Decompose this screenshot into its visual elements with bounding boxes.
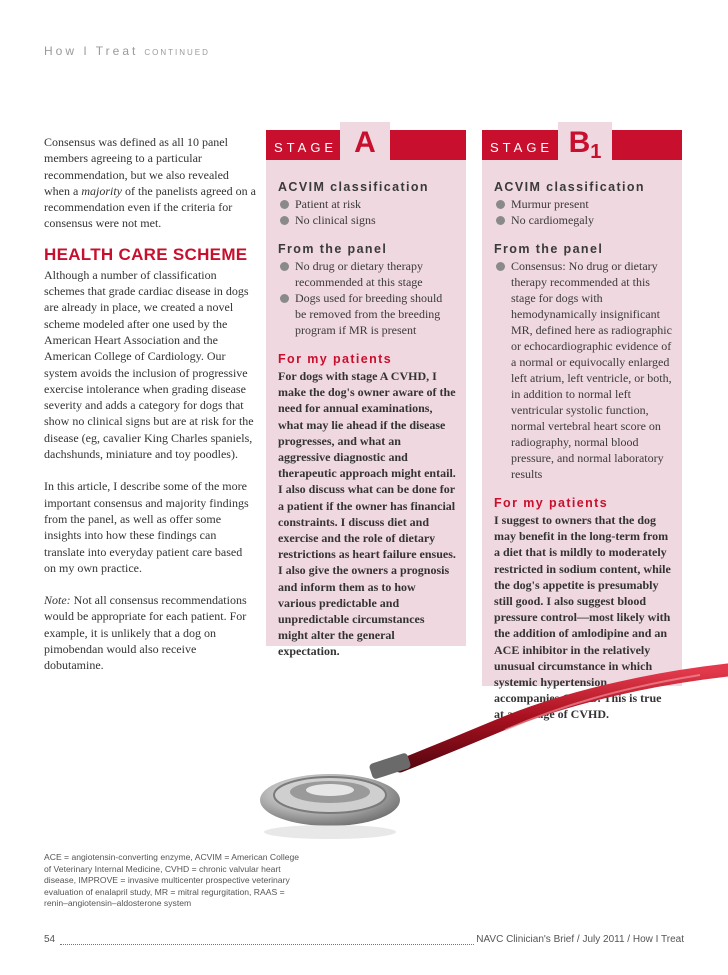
running-header [44,44,210,58]
stage-a-acvim-list [278,196,456,228]
list-item: Dogs used for breeding should be removed from the breeding program if MR is present [278,290,456,338]
abbreviations-footnote: ACE = angiotensin-converting enzyme, ACVIM = American College of Veterinary Internal Medicine, CVHD = chronic valvular heart disease, IMPROVE = invasive multicenter prospective veterinary evaluation of enalapril study, MR = mitral regurgitation, RAAS = renin–angiotensin–aldosterone system [44,852,300,909]
stage-b1-subscript: 1 [590,141,602,163]
stage-b1-panel [482,126,682,722]
list-item: Patient at risk [278,196,456,212]
publication-source: NAVC Clinician's Brief / July 2011 / How I Treat [476,934,684,945]
list-item: Consensus: No drug or dietary therapy recommended at this stage for dogs with hemodynamically insignificant MR, defined here as radiographic or echocardiographic evidence of a normal or equivocally enlarged left atrium, left ventricle, or both, in addition to normal left ventricular systolic function, normal vertebral heart score on radiography, normal blood pressure, and normal laboratory results [494,258,672,482]
page-footer [44,934,684,948]
stage-b1-letter: $B_1$ [558,122,612,164]
page-number: 54 [44,934,56,945]
stage-b1-panel-heading: From the panel [494,242,604,256]
majority-emphasis: majority [81,183,122,198]
stethoscope-image [0,640,728,840]
article-paragraph: In this article, I describe some of the more important consensus and majority findings from the panel, as well as offer some insights into how these findings can translate into everyday patient care based on my own practice. [44,479,249,575]
stage-b1-header [482,126,682,163]
stage-a-letter: A [340,122,390,164]
scheme-paragraph: Although a number of classification schemes that grade cardiac disease in dogs are already in place, we created a novel scheme modeled after one used by the American Heart Association and the American College of Cardiology. Our system avoids the inclusion of progressive exercise intolerance when grading disease severity and adds a category for dogs that show no clinical signs but are at risk for the disease (eg, cavalier King Charles spaniels, dachshunds, miniature and toy poodles). [44,267,254,462]
stage-b1-acvim-heading: ACVIM classification [494,180,645,194]
stage-b1-acvim-list [494,196,672,228]
stage-a-label: STAGE [274,140,338,155]
stage-a-panel-heading: From the panel [278,242,388,256]
stage-a-panel-list [278,258,456,338]
stage-a-patients-heading: For my patients [278,352,393,366]
stage-b1-panel-list [494,258,672,482]
list-item: No drug or dietary therapy recommended at this stage [278,258,456,290]
stage-b1-patients-text: I suggest to owners that the dog may benefit in the long-term from a diet that is mildly to moderately restricted in sodium content, while the dog's appetite is presumably still good. I also suggest blood pressure control—most likely with the addition of amlodipine and an ACE inhibitor in the relatively unusual circumstance in which systemic hypertension accompanies CVHD. This is true at any stage of CVHD. [494,513,671,722]
note-paragraph: Note: Not all consensus recommendations would be appropriate for each patient. For example, it is unlikely that a dog on pimobendan would also receive dobutamine. [44,593,247,673]
stage-a-header [266,126,466,160]
tube-shape [400,670,728,766]
stage-a-patients-text: For dogs with stage A CVHD, I make the dog's owner aware of the need for annual examinations, what may lie ahead if the disease progresses, and what an aggressive diagnostic and therapeutic approach might entail. I also discuss what can be done for a patient if the owner has financial constraints. I discuss diet and exercise and the role of dietary restrictions as heart failure ensues. I also give the owners a prognosis and inform them as to how various predictable and unpredictable circumstances might alter the general expectation. [278,369,456,659]
running-header-continued: CONTINUED [144,48,210,57]
running-header-title: How I Treat [44,44,139,58]
list-item: Murmur present [494,196,672,212]
stage-a-acvim-heading: ACVIM classification [278,180,429,194]
intro-paragraph: Consensus was defined as all 10 panel members agreeing to a particular recommendation, but we also revealed when a majority of the panelists agreed on a recommendation even if the criteria for consensus were not met. [44,135,256,231]
stage-a-panel [266,126,466,659]
footer-leader-dots [60,944,484,945]
list-item: No clinical signs [278,212,456,228]
stage-b1-patients-heading: For my patients [494,496,609,510]
stage-b1-label: STAGE [490,140,554,155]
note-label: Note: [44,593,71,608]
health-care-scheme-heading: HEALTH CARE SCHEME [44,244,248,264]
list-item: No cardiomegaly [494,212,672,228]
left-column [44,134,256,674]
